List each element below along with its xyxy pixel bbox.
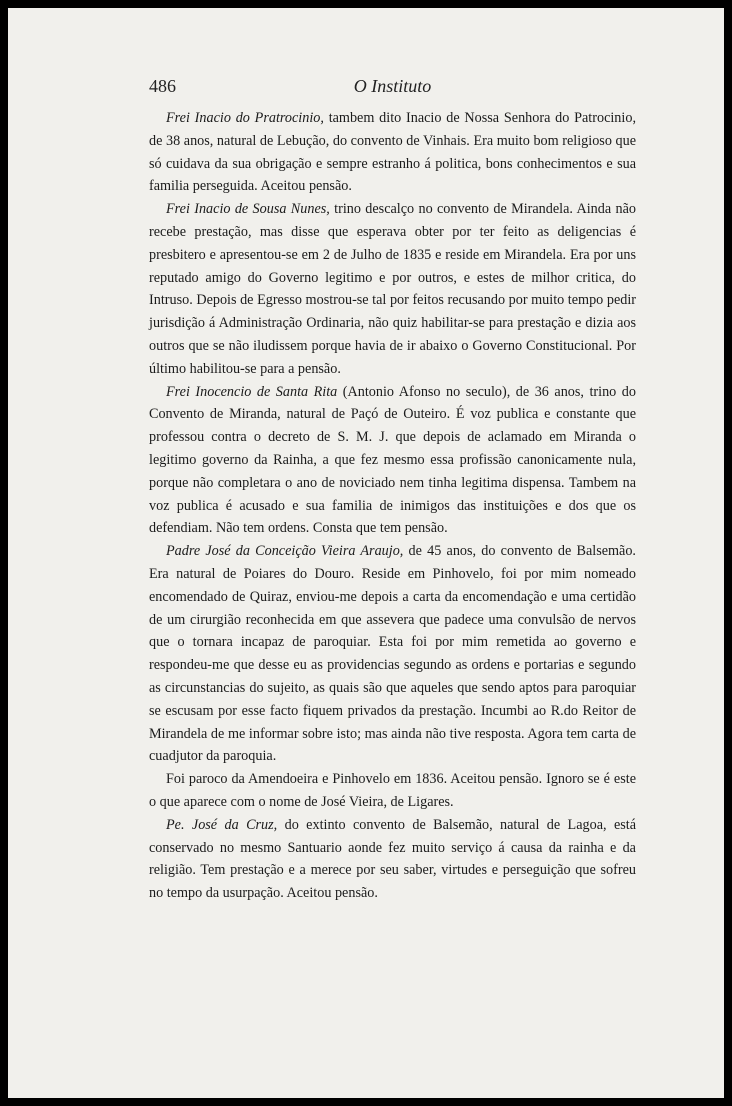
entry-name: Frei Inocencio de Santa Rita (166, 383, 338, 400)
entry-text: de 45 anos, do convento de Balsemão. Era natural de Poiares do Douro. Reside em Pinhovelo, foi por mim nomeado encomendado de Quiraz, enviou-me depois a carta da encomendação e uma certidão de um cirurgião reconhecida em que assevera que padece uma convulsão de nervos que o tornara incapaz de paroquiar. Esta foi por mim remetida ao governo e respondeu-me que desse eu as providencias segundo as ordens e portarias e segundo as circunstancias do sujeito, as quais são que aqueles que sendo aptos para paroquiar se escusam por esse facto fiquem privados da prestação. Incumbi ao R.do Reitor de Mirandela de me informar sobre isto; mas ainda não tive resposta. Agora tem carta de cuadjutor da paroquia. (149, 543, 636, 765)
body-text (149, 107, 636, 905)
document-page (8, 8, 724, 1098)
paragraph (149, 814, 636, 905)
entry-name: Pe. José da Cruz, (166, 816, 278, 833)
running-title: O Instituto (353, 76, 432, 96)
entry-name: Frei Inacio do Pratrocinio, (166, 110, 324, 126)
paragraph (149, 107, 636, 198)
entry-text: tambem dito Inacio de Nossa Senhora do Patrocinio, de 38 anos, natural de Lebução, do convento de Vinhais. Era muito bom religioso que só cuidava da sua obrigação e sempre estranho á politica, bons conhecimentos e sua familia perseguida. Aceitou pensão. (149, 110, 636, 195)
entry-text: do extinto convento de Balsemão, natural de Lagoa, está conservado no mesmo Santuario aonde fez muito serviço á causa da rainha e da religião. Tem prestação e a merece por seu saber, virtudes e perseguição que sofreu no tempo da usurpação. Aceitou pensão. (149, 816, 636, 902)
page-header (149, 76, 636, 102)
paragraph (149, 540, 636, 768)
paragraph (149, 381, 636, 541)
paragraph (149, 198, 636, 380)
entry-name: Padre José da Conceição Vieira Araujo, (166, 543, 404, 560)
entry-name: Frei Inacio de Sousa Nunes, (166, 201, 330, 218)
page-number: 486 (149, 76, 176, 96)
entry-text: Foi paroco da Amendoeira e Pinhovelo em 1836. Aceitou pensão. Ignoro se é este o que aparece com o nome de José Vieira, de Ligares. (149, 771, 636, 810)
entry-text: trino descalço no convento de Mirandela. Ainda não recebe prestação, mas disse que esperava obter por ter feito as deligencias é presbitero e apresentou-se em 2 de Julho de 1835 e reside em Mirandela. Era por uns reputado amigo do Governo legitimo e por outros, e estes de milhor critica, do Intruso. Depois de Egresso mostrou-se tal por feitos recusando por muito tempo pedir jurisdição á Administração Ordinaria, não quiz habilitar-se para prestação e dizia aos outros que se não iludissem porque havia de ir abaixo o Governo Constitucional. Por último habilitou-se para a pensão. (149, 201, 636, 377)
entry-text: (Antonio Afonso no seculo), de 36 anos, trino do Convento de Miranda, natural de Paçó de Outeiro. É voz publica e constante que professou contra o decreto de S. M. J. que depois de aclamado em Miranda o legitimo governo da Rainha, a que fez mesmo essa profissão canonicamente nula, porque não completara o ano de noviciado nem tinha legitima dispensa. Tambem na voz publica é acusado e sua familia de inimigos das instituições e dos que os defendiam. Não tem ordens. Consta que tem pensão. (149, 383, 636, 537)
paragraph (149, 768, 636, 814)
